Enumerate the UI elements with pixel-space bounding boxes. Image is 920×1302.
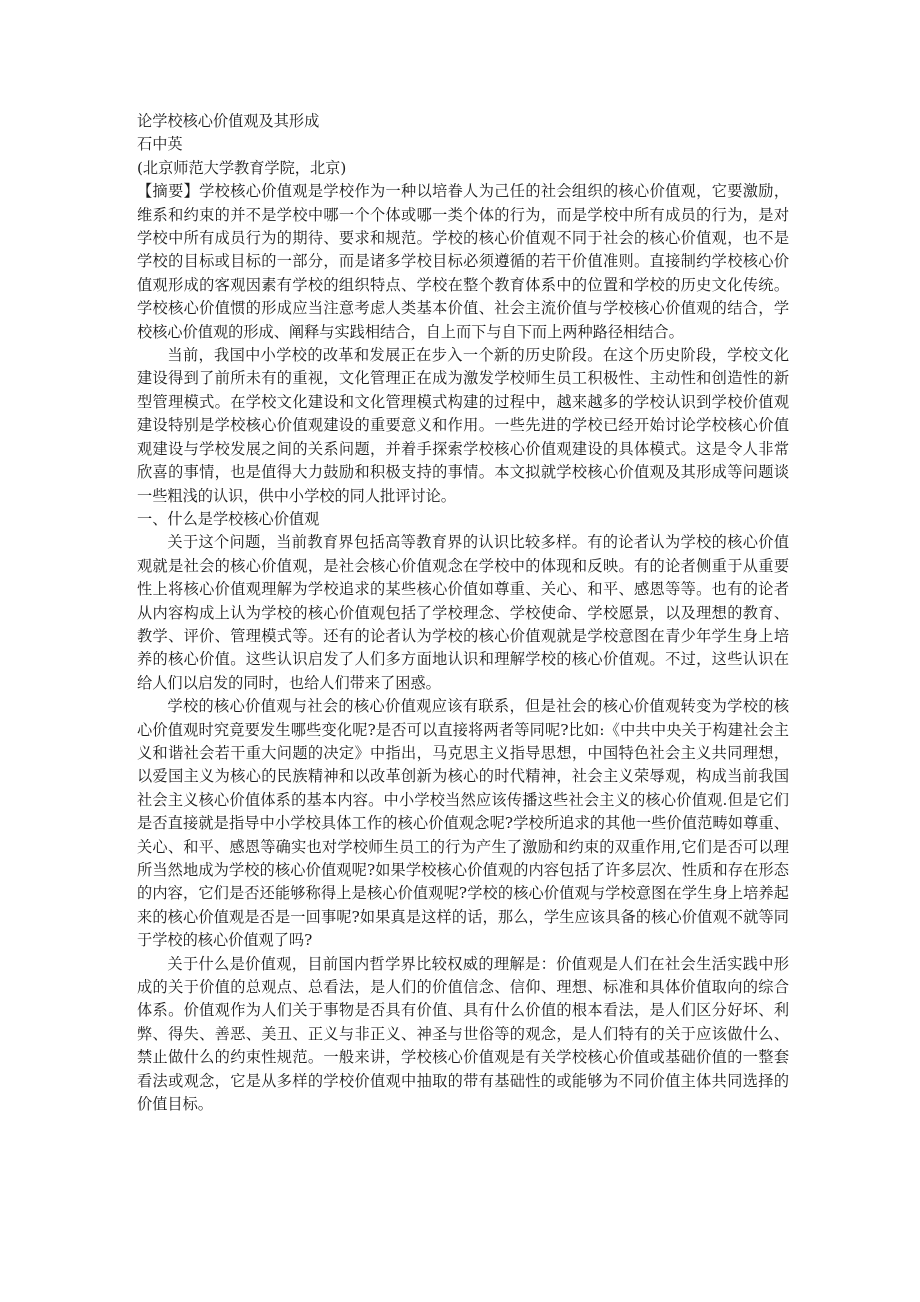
body-paragraph-3: 关于什么是价值观，目前国内哲学界比较权威的理解是：价值观是人们在社会生活实践中形成的关于价值的总观点、总看法，是人们的价值信念、信仰、理想、标准和具体价值取向的综合体系。价值观作为人们关于事物是否具有价值、具有什么价值的根本看法，是人们区分好坏、利弊、得失、善恶、美丑、正义与非正义、神圣与世俗等的观念，是人们特有的关于应该做什么、禁止做什么的约束性规范。一般来讲，学校核心价值观是有关学校核心价值或基础价值的一整套看法或观念，它是从多样的学校价值观中抽取的带有基础性的或能够为不同价值主体共同选择的价值目标。 (137, 954, 789, 1114)
document-page (137, 110, 789, 1116)
article-author: 石中英 (137, 135, 183, 154)
intro-paragraph: 当前，我国中小学校的改革和发展正在步入一个新的历史阶段。在这个历史阶段，学校文化建设得到了前所未有的重视，文化管理正在成为激发学校师生员工积极性、主动性和创造性的新型管理模式。在学校文化建设和文化管理模式构建的过程中，越来越多的学校认识到学校价值观建设特别是学校核心价值观建设的重要意义和作用。一些先进的学校已经开始讨论学校核心价值观建设与学校发展之间的关系问题，并着手探索学校核心价值观建设的具体模式。这是令人非常欣喜的事情，也是值得大力鼓励和积极支持的事情。本文拟就学校核心价值观及其形成等问题谈一些粗浅的认识，供中小学校的同人批评讨论。 (137, 346, 789, 505)
body-paragraph-1: 关于这个问题，当前教育界包括高等教育界的认识比较多样。有的论者认为学校的核心价值观就是社会的核心价值观，是社会核心价值观念在学校中的体现和反映。有的论者侧重于从重要性上将核心价值观理解为学校追求的某些核心价值如尊重、关心、和平、感恩等等。也有的论者从内容构成上认为学校的核心价值观包括了学校理念、学校使命、学校愿景，以及理想的教育、教学、评价、管理模式等。还有的论者认为学校的核心价值观就是学校意图在青少年学生身上培养的核心价值。这些认识启发了人们多方面地认识和理解学校的核心价值观。不过，这些认识在给人们以启发的同时，也给人们带来了困惑。 (137, 533, 789, 692)
article-title: 论学校核心价值观及其形成 (137, 112, 320, 130)
abstract-text: 学校核心价值观是学校作为一种以培眷人为己任的社会组织的核心价值观，它要激励，维系和约束的并不是学校中哪一个个体或哪一类个体的行为，而是学校中所有成员的行为，是对学校中所有成员行为的期待、要求和规范。学校的核心价值观不同于社会的核心价值观，也不是学校的目标或目标的一部分，而是诸多学校目标必须遵循的若干价值准则。直接制约学校核心价值观形成的客观因素有学校的组织特点、学校在整个教育体系中的位置和学校的历史文化传统。学校核心价值惯的形成应当注意考虑人类基本价值、社会主流价值与学校核心价值观的结合，学校核心价值观的形成、阐释与实践相结合，自上而下与自下而上两种路径相结合。 (137, 182, 790, 341)
section-heading: 一、什么是学校核心价值观 (137, 509, 320, 528)
abstract-paragraph (137, 180, 789, 344)
abstract-label: 【摘要】 (137, 182, 200, 201)
article-affiliation: (北京师范大学教育学院，北京) (137, 158, 347, 177)
body-paragraph-2: 学校的核心价值观与社会的核心价值观应该有联系，但是社会的核心价值观转变为学校的核心价值观时究竟要发生哪些变化呢?是否可以直接将两者等同呢?比如:《中共中央关于构建社会主义和谐社会若干重大问题的决定》中指出，马克思主义指导思想，中国特色社会主义共同理想，以爱国主义为核心的民族精神和以改革创新为核心的时代精神，社会主义荣辱观，构成当前我国社会主义核心价值体系的基本内容。中小学校当然应该传播这些社会主义的核心价值观.但是它们是否直接就是指导中小学校具体工作的核心价值观念呢?学校所追求的其他一些价值范畴如尊重、关心、和平、感恩等确实也对学校师生员工的行为产生了激励和约束的双重作用,它们是否可以理所当然地成为学校的核心价值观呢?如果学校核心价值观的内容包括了许多层次、性质和存在形态的内容，它们是否还能够称得上是核心价值观呢?学校的核心价值观与学校意图在学生身上培养起来的核心价值观是否是一回事呢?如果真是这样的话，那么，学生应该具备的核心价值观不就等同于学校的核心价值观了吗? (137, 697, 789, 950)
